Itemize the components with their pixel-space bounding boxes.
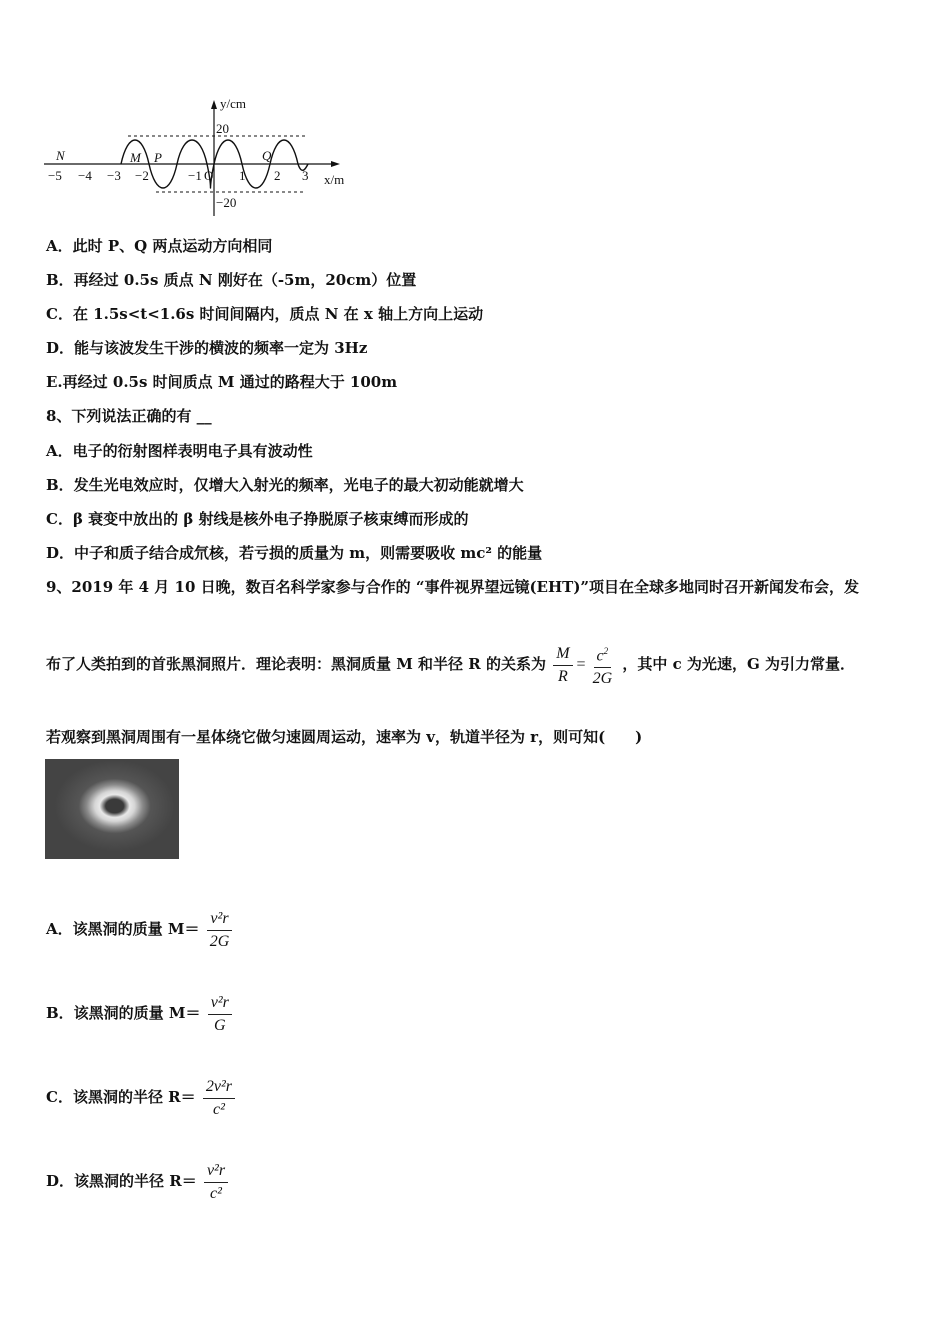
q7-option-e: E.再经过 0.5s 时间质点 M 通过的路程大于 100m [46,373,398,391]
x-tick: −5 [48,168,62,183]
q7-option-c: C．在 1.5s<t<1.6s 时间间隔内，质点 N 在 x 轴上方向上运动 [46,305,484,323]
q9-stem-line3: 若观察到黑洞周围有一星体绕它做匀速圆周运动，速率为 v，轨道半径为 r，则可知( ) [46,728,643,746]
q9-option-c-text: C．该黑洞的半径 R＝ [46,1088,196,1106]
point-label-p: P [154,150,162,165]
q9-option-a-num: v²r [207,910,231,931]
q9-option-a-fraction [207,910,233,951]
y-min-label: −20 [216,195,237,210]
q9-option-c-num: 2v²r [203,1078,235,1099]
x-tick: 2 [274,168,281,183]
x-tick: 1 [239,168,246,183]
x-axis-arrow [331,161,340,167]
point-label-n: N [56,148,65,163]
x-axis-label: x/m [324,172,345,187]
x-tick: −3 [107,168,121,183]
q9-option-d-den: c² [210,1184,222,1202]
point-label-q: Q [262,148,272,163]
q9-stem-line2 [46,642,855,688]
x-tick: −2 [135,168,149,183]
x-tick: 3 [302,168,309,183]
q9-option-a-den: 2G [209,932,230,950]
q8-option-a: A．电子的衍射图样表明电子具有波动性 [46,442,313,460]
q7-option-d: D．能与该波发生干涉的横波的频率一定为 3Hz [46,339,368,357]
q9-stem-line2-after: ，其中 c 为光速，G 为引力常量． [622,655,855,674]
q8-option-b: B．发生光电效应时，仅增大入射光的频率，光电子的最大初动能就增大 [46,476,524,494]
q7-option-a: A．此时 P、Q 两点运动方向相同 [46,237,273,255]
wave-graph [44,96,354,221]
q9-option-b [46,982,234,1044]
eq-rhs-fraction [590,642,616,688]
eq-rhs-den: 2G [592,670,613,688]
q9-option-a-text: A．该黑洞的质量 M＝ [46,920,200,938]
x-tick: O [204,168,214,183]
x-tick: −4 [78,168,92,183]
q9-option-d-num: v²r [204,1162,228,1183]
q9-option-b-text: B．该黑洞的质量 M＝ [46,1004,201,1022]
q9-option-a [46,898,234,960]
q9-option-b-den: G [214,1016,226,1034]
q9-option-c-fraction [203,1078,235,1119]
eq-lhs-num: M [553,645,572,666]
q9-stem-line1: 9、2019 年 4 月 10 日晚，数百名科学家参与合作的 “事件视界望远镜(EHT)”项目在全球多地同时召开新闻发布会，发 [46,578,860,596]
y-axis-label: y/cm [220,96,246,111]
q8-option-c: C．β 衰变中放出的 β 射线是核外电子挣脱原子核束缚而形成的 [46,510,469,528]
q9-option-d [46,1150,230,1212]
q9-stem-line2-before: 布了人类拍到的首张黑洞照片．理论表明：黑洞质量 M 和半径 R 的关系为 [46,655,546,674]
point-label-m: M [130,150,141,165]
q9-option-d-text: D．该黑洞的半径 R＝ [46,1172,197,1190]
eq-sign: = [576,656,586,674]
eq-lhs-fraction [553,645,572,686]
blackhole-photo [45,759,179,859]
q9-option-d-fraction [204,1162,228,1203]
eq-rhs-num: $c^2$ [594,642,612,668]
q9-option-b-fraction [208,994,232,1035]
q8-stem: 8、下列说法正确的有 __ [46,407,212,425]
x-tick: −1 [188,168,202,183]
eq-lhs-den: R [557,667,568,685]
eq-rhs-num-text: c [596,647,604,665]
q9-option-b-num: v²r [208,994,232,1015]
q8-option-d: D．中子和质子结合成氘核，若亏损的质量为 m，则需要吸收 mc² 的能量 [46,544,543,562]
q9-option-c-den: c² [212,1100,225,1118]
y-max-label: 20 [216,121,229,136]
q7-option-b: B．再经过 0.5s 质点 N 刚好在（-5m，20cm）位置 [46,271,417,289]
y-axis-arrow [211,100,217,109]
q9-option-c [46,1066,237,1128]
